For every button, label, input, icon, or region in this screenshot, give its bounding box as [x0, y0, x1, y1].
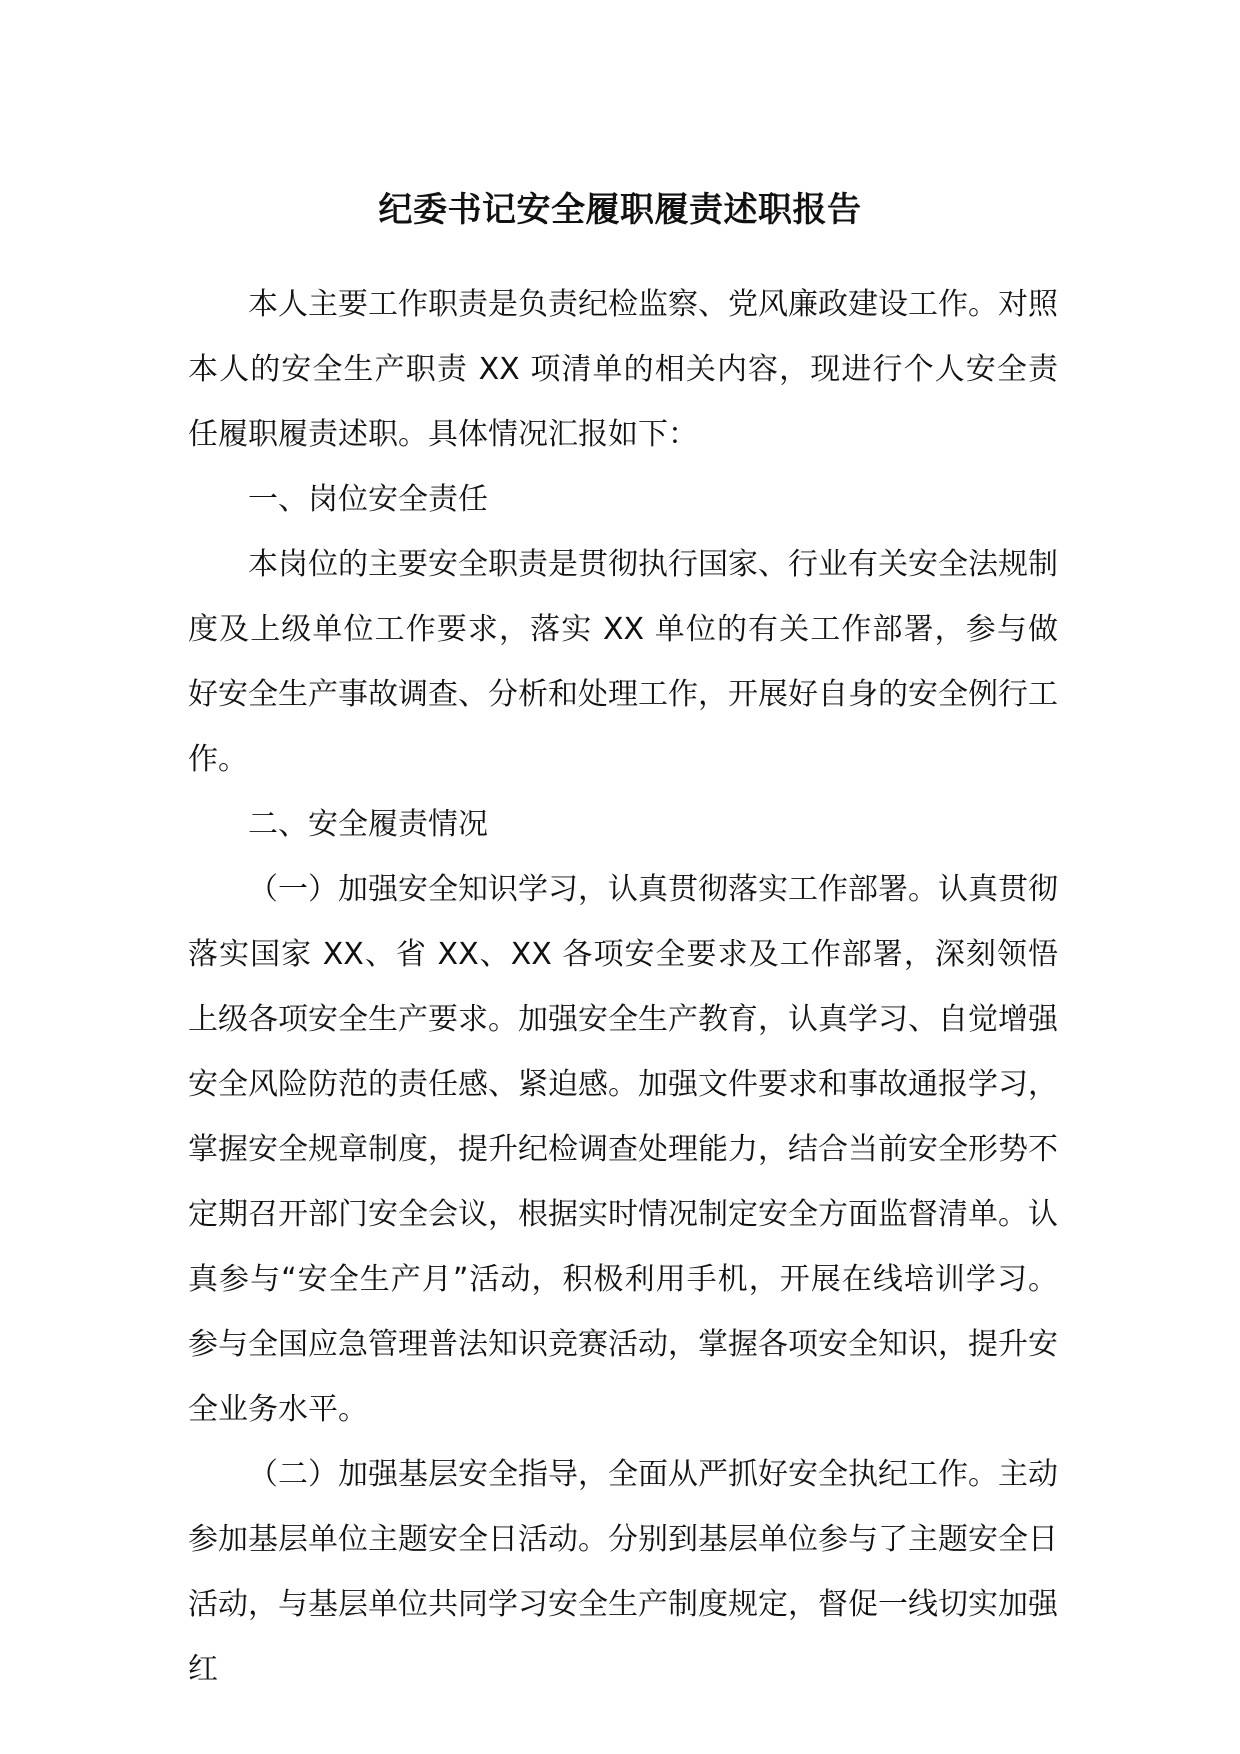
heading-section-1: 一、岗位安全责任 — [248, 482, 488, 517]
paragraph-subsection-2: （二）加强基层安全指导，全面从严抓好安全执纪工作。主动参加基层单位主题安全日活动。分别到基层单位参与了主题安全日活动，与基层单位共同学习安全生产制度规定，督促一线切实加强红 — [188, 1457, 1058, 1687]
paragraph-subsection-1: （一）加强安全知识学习，认真贯彻落实工作部署。认真贯彻落实国家 XX、省 XX、XX 各项安全要求及工作部署，深刻领悟上级各项安全生产要求。加强安全生产教育，认真学习、自觉增强安全风险防范的责任感、紧迫感。加强文件要求和事故通报学习，掌握安全规章制度，提升纪检调查处理能力，结合当前安全形势不定期召开部门安全会议，根据实时情况制定安全方面监督清单。认真参与“安全生产月”活动，积极利用手机，开展在线培训学习。参与全国应急管理普法知识竞赛活动，掌握各项安全知识，提升安全业务水平。 — [188, 872, 1058, 1427]
document-body — [188, 272, 1058, 1702]
document-title: 纪委书记安全履职履责述职报告 — [378, 190, 862, 230]
heading-section-2: 二、安全履责情况 — [248, 807, 488, 842]
paragraph-duties: 本岗位的主要安全职责是贯彻执行国家、行业有关安全法规制度及上级单位工作要求，落实 XX 单位的有关工作部署，参与做好安全生产事故调查、分析和处理工作，开展好自身的安全例行工作。 — [188, 547, 1058, 777]
paragraph-intro: 本人主要工作职责是负责纪检监察、党风廉政建设工作。对照本人的安全生产职责 XX 项清单的相关内容，现进行个人安全责任履职履责述职。具体情况汇报如下： — [188, 287, 1058, 452]
